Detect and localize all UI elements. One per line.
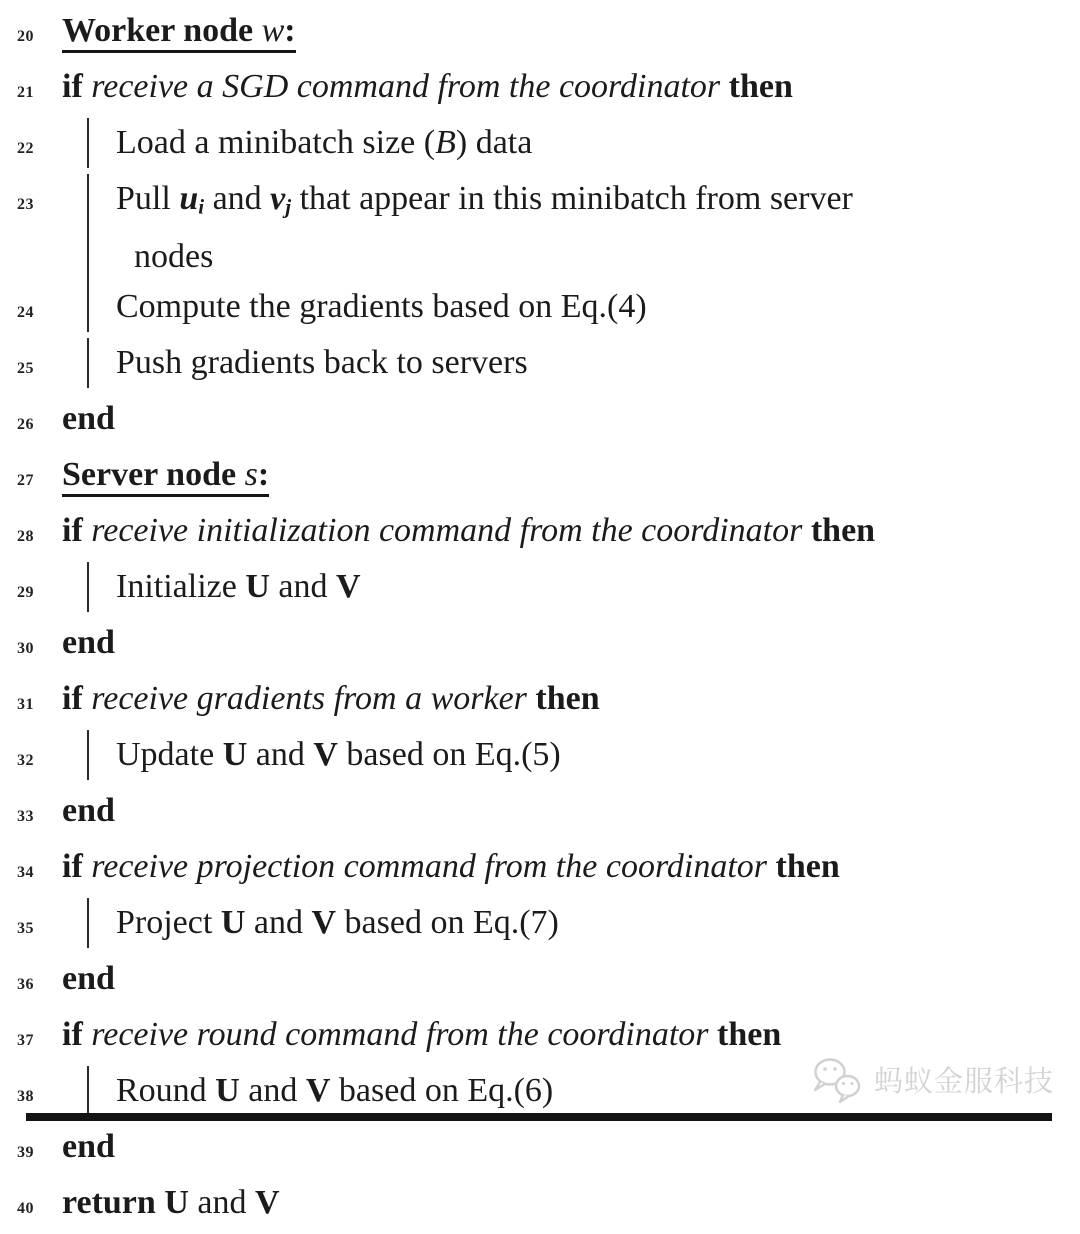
line-number: 32 bbox=[17, 751, 34, 769]
text-segment: return bbox=[62, 1183, 165, 1221]
text-segment: Worker node bbox=[62, 12, 262, 49]
section-header-underline bbox=[62, 456, 269, 497]
algo-line-24 bbox=[0, 282, 1080, 338]
line-content bbox=[62, 1178, 1080, 1228]
line-content bbox=[62, 174, 1080, 282]
line-number: 36 bbox=[17, 975, 34, 993]
line-number: 20 bbox=[17, 28, 34, 45]
text-segment: and bbox=[247, 735, 314, 773]
text-segment: Initialize bbox=[116, 567, 246, 605]
line-content bbox=[62, 1010, 1080, 1060]
text-segment: Server node bbox=[62, 455, 245, 493]
algo-line-23 bbox=[0, 174, 1080, 282]
text-segment: U bbox=[245, 567, 270, 605]
line-number: 25 bbox=[17, 359, 34, 377]
line-number: 22 bbox=[17, 140, 34, 157]
line-number: 21 bbox=[17, 84, 34, 101]
text-segment: U bbox=[164, 1183, 189, 1221]
indent-bar-block bbox=[87, 338, 1080, 388]
algo-line-22 bbox=[0, 118, 1080, 174]
algo-line-20 bbox=[0, 6, 1080, 62]
line-number: 31 bbox=[17, 695, 34, 713]
line-number: 30 bbox=[17, 639, 34, 657]
text-segment: if bbox=[62, 68, 83, 105]
line-content bbox=[62, 338, 1080, 388]
line-content bbox=[62, 394, 1080, 444]
indent-bar-block bbox=[87, 562, 1080, 612]
text-segment: U bbox=[222, 735, 248, 773]
indent-bar-block bbox=[87, 174, 1080, 282]
watermark bbox=[809, 1054, 1054, 1104]
line-content bbox=[62, 118, 1080, 168]
text-segment: then bbox=[728, 68, 793, 105]
text-segment: Load a minibatch size ( bbox=[116, 124, 436, 161]
line-number: 26 bbox=[17, 415, 34, 433]
line-number: 24 bbox=[17, 303, 34, 321]
line-number: 23 bbox=[17, 196, 34, 213]
text-segment: and bbox=[269, 567, 336, 605]
watermark-text: 蚂蚁金服科技 bbox=[873, 1065, 1054, 1098]
text-segment: if bbox=[62, 847, 83, 885]
line-number: 33 bbox=[17, 807, 34, 825]
line-content bbox=[62, 898, 1080, 948]
algo-line-30 bbox=[0, 618, 1080, 674]
indent-bar-block bbox=[87, 898, 1080, 948]
text-segment: receive projection command from the coordinator bbox=[82, 847, 776, 885]
text-segment: if bbox=[62, 679, 83, 717]
text-segment: then bbox=[810, 511, 876, 549]
text-segment: if bbox=[62, 511, 83, 549]
indent-bar-block bbox=[87, 282, 1080, 332]
text-segment: U bbox=[215, 1071, 240, 1109]
algo-line-35 bbox=[0, 898, 1080, 954]
text-segment: U bbox=[220, 903, 246, 941]
text-segment: V bbox=[305, 1071, 331, 1109]
indent-bar-block bbox=[87, 118, 1080, 168]
section-header-underline bbox=[62, 12, 296, 53]
text-segment: B bbox=[435, 124, 456, 161]
line-content bbox=[62, 282, 1080, 332]
line-number: 35 bbox=[17, 919, 34, 937]
text-segment: Pull bbox=[116, 180, 180, 217]
line-number: 34 bbox=[17, 863, 34, 881]
text-segment: u bbox=[179, 180, 199, 217]
text-segment: v bbox=[270, 180, 286, 217]
line-number: 27 bbox=[17, 471, 34, 489]
text-segment: based on Eq.(6) bbox=[330, 1071, 554, 1109]
line-content bbox=[62, 6, 1080, 56]
line-content bbox=[62, 506, 1080, 556]
text-segment: end bbox=[62, 399, 115, 437]
text-segment: end bbox=[62, 623, 115, 661]
algo-line-32 bbox=[0, 730, 1080, 786]
text-segment: receive gradients from a worker bbox=[82, 679, 536, 717]
line-content bbox=[62, 674, 1080, 724]
text-segment: : bbox=[257, 455, 270, 493]
wechat-logo-icon bbox=[809, 1054, 867, 1104]
text-segment: w bbox=[261, 12, 285, 49]
text-segment: and bbox=[204, 180, 271, 217]
text-segment: based on Eq.(7) bbox=[336, 903, 559, 941]
line-content bbox=[62, 786, 1080, 836]
line-number: 39 bbox=[17, 1143, 34, 1161]
text-segment: V bbox=[313, 735, 338, 773]
text-segment: Compute the gradients based on Eq.(4) bbox=[116, 287, 647, 325]
text-segment: nodes bbox=[134, 237, 214, 275]
algo-line-28 bbox=[0, 506, 1080, 562]
text-segment: : bbox=[284, 12, 296, 49]
text-segment: Push gradients back to servers bbox=[116, 343, 528, 381]
algo-line-27 bbox=[0, 450, 1080, 506]
line-content bbox=[62, 562, 1080, 612]
text-segment: receive round command from the coordinator bbox=[82, 1015, 718, 1053]
indent-bar-block bbox=[87, 730, 1080, 780]
line-number: 40 bbox=[17, 1199, 34, 1217]
line-content bbox=[62, 842, 1080, 892]
line-content bbox=[62, 62, 1080, 112]
text-segment: i bbox=[198, 194, 205, 219]
line-number: 37 bbox=[17, 1031, 34, 1049]
text-segment: and bbox=[239, 1071, 306, 1109]
algo-line-21 bbox=[0, 62, 1080, 118]
text-segment: based on Eq.(5) bbox=[337, 735, 561, 773]
line-content bbox=[62, 730, 1080, 780]
text-segment: end bbox=[62, 791, 115, 829]
bottom-rule bbox=[26, 1113, 1052, 1121]
text-segment: and bbox=[188, 1183, 255, 1221]
text-segment: then bbox=[535, 679, 600, 717]
line-number: 28 bbox=[17, 527, 34, 545]
text-segment: and bbox=[245, 903, 312, 941]
line-number: 29 bbox=[17, 583, 34, 601]
algo-line-31 bbox=[0, 674, 1080, 730]
algo-line-39 bbox=[0, 1122, 1080, 1178]
text-segment: then bbox=[775, 847, 840, 885]
text-segment: end bbox=[62, 959, 115, 997]
algo-line-29 bbox=[0, 562, 1080, 618]
line-content bbox=[62, 954, 1080, 1004]
line-number: 38 bbox=[17, 1087, 34, 1105]
algo-line-26 bbox=[0, 394, 1080, 450]
text-segment: end bbox=[62, 1127, 115, 1165]
text-segment: receive a SGD command from the coordinator bbox=[82, 68, 729, 105]
text-segment: Update bbox=[116, 735, 223, 773]
text-segment: V bbox=[254, 1183, 280, 1221]
algo-line-25 bbox=[0, 338, 1080, 394]
algo-line-40 bbox=[0, 1178, 1080, 1234]
text-segment: Project bbox=[116, 903, 221, 941]
line-content bbox=[62, 450, 1080, 500]
text-segment: ) data bbox=[455, 124, 533, 161]
algo-line-34 bbox=[0, 842, 1080, 898]
text-segment: j bbox=[285, 194, 292, 219]
text-segment: Round bbox=[116, 1071, 216, 1109]
text-segment: s bbox=[244, 455, 258, 493]
text-segment: receive initialization command from the coordinator bbox=[82, 511, 811, 549]
algo-line-33 bbox=[0, 786, 1080, 842]
text-segment: V bbox=[335, 567, 361, 605]
text-segment: if bbox=[62, 1015, 83, 1053]
text-segment: then bbox=[717, 1015, 782, 1053]
text-segment: that appear in this minibatch from server bbox=[291, 180, 853, 217]
line-content bbox=[62, 1122, 1080, 1172]
text-segment: V bbox=[311, 903, 337, 941]
algo-line-36 bbox=[0, 954, 1080, 1010]
line-content bbox=[62, 618, 1080, 668]
